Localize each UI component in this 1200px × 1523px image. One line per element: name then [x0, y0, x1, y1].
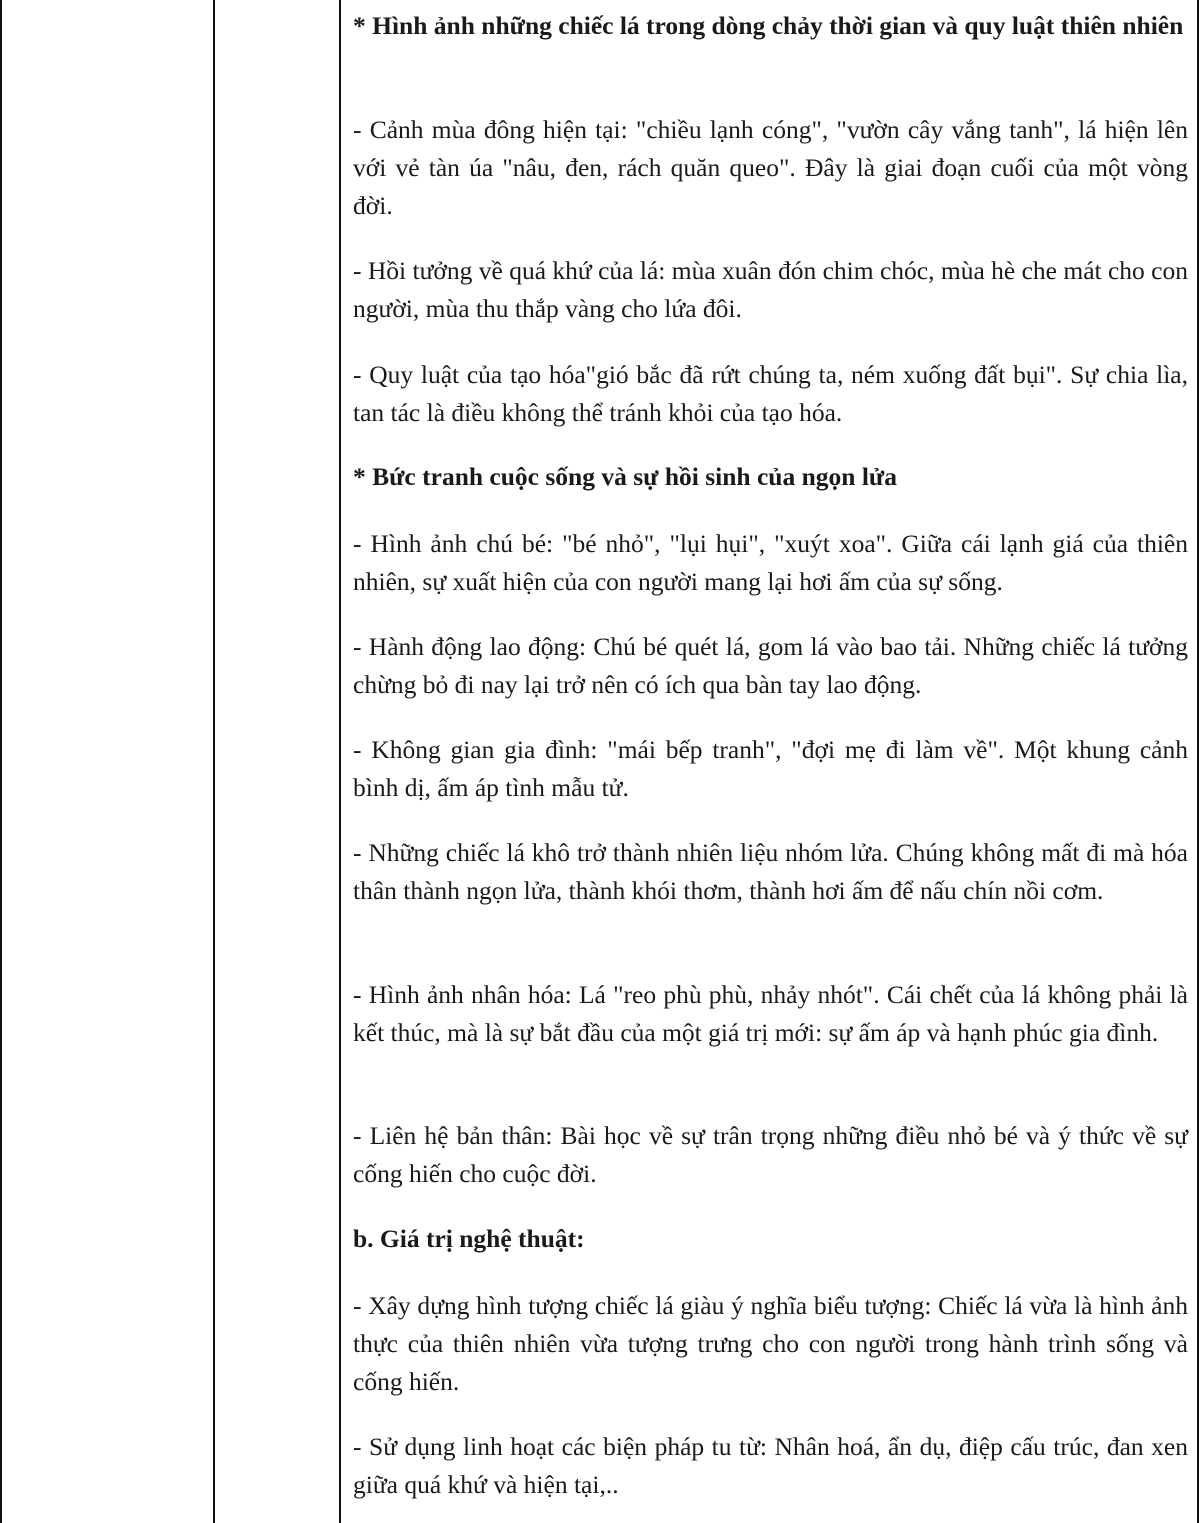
paragraph-little-boy: - Hình ảnh chú bé: "bé nhỏ", "lụi hụi", "xuýt xoa". Giữa cái lạnh giá của thiên nhiên, sự xuất hiện của con người mang lại hơi ấm của sự sống.	[353, 529, 1188, 596]
paragraph-nature-law: - Quy luật của tạo hóa"gió bắc đã rứt chúng ta, ném xuống đất bụi". Sự chia lìa, tan tác là điều không thể tránh khỏi của tạo hóa.	[353, 360, 1188, 427]
table-border-right	[1197, 0, 1199, 1523]
paragraph-labor: - Hành động lao động: Chú bé quét lá, gom lá vào bao tải. Những chiếc lá tưởng chừng bỏ đi nay lại trở nên có ích qua bàn tay lao động.	[353, 632, 1188, 699]
table-column-divider-1	[213, 0, 215, 1523]
paragraph-leaf-symbol: - Xây dựng hình tượng chiếc lá giàu ý nghĩa biểu tượng: Chiếc lá vừa là hình ảnh thực của thiên nhiên vừa tượng trưng cho con người trong hành trình sống và cống hiến.	[353, 1291, 1188, 1396]
paragraph-personification: - Hình ảnh nhân hóa: Lá "reo phù phù, nhảy nhót". Cái chết của lá không phải là kết thúc, mà là sự bắt đầu của một giá trị mới: sự ấm áp và hạnh phúc gia đình.	[353, 980, 1188, 1047]
paragraph-self-reflection: - Liên hệ bản thân: Bài học về sự trân trọng những điều nhỏ bé và ý thức về sự cống hiến cho cuộc đời.	[353, 1121, 1188, 1188]
paragraph-winter-scene: - Cảnh mùa đông hiện tại: "chiều lạnh cóng", "vườn cây vắng tanh", lá hiện lên với vẻ tàn úa "nâu, đen, rách quăn queo". Đây là giai đoạn cuối của một vòng đời.	[353, 115, 1188, 220]
table-column-divider-2	[339, 0, 341, 1523]
table-border-left	[0, 0, 2, 1523]
section-heading-life-fire: * Bức tranh cuộc sống và sự hồi sinh của ngọn lửa	[353, 462, 897, 491]
section-heading-leaves-nature: * Hình ảnh những chiếc lá trong dòng chảy thời gian và quy luật thiên nhiên	[353, 11, 1184, 40]
paragraph-family-space: - Không gian gia đình: "mái bếp tranh", "đợi mẹ đi làm về". Một khung cảnh bình dị, ấm áp tình mẫu tử.	[353, 735, 1188, 802]
paragraph-dry-leaves-fuel: - Những chiếc lá khô trở thành nhiên liệu nhóm lửa. Chúng không mất đi mà hóa thân thành ngọn lửa, thành khói thơm, thành hơi ấm để nấu chín nồi cơm.	[353, 838, 1188, 905]
section-heading-artistic-value: b. Giá trị nghệ thuật:	[353, 1224, 585, 1253]
paragraph-rhetorical-devices: - Sử dụng linh hoạt các biện pháp tu từ: Nhân hoá, ẩn dụ, điệp cấu trúc, đan xen giữa quá khứ và hiện tại,..	[353, 1432, 1188, 1499]
paragraph-leaf-past: - Hồi tưởng về quá khứ của lá: mùa xuân đón chim chóc, mùa hè che mát cho con người, mùa thu thắp vàng cho lứa đôi.	[353, 256, 1188, 323]
